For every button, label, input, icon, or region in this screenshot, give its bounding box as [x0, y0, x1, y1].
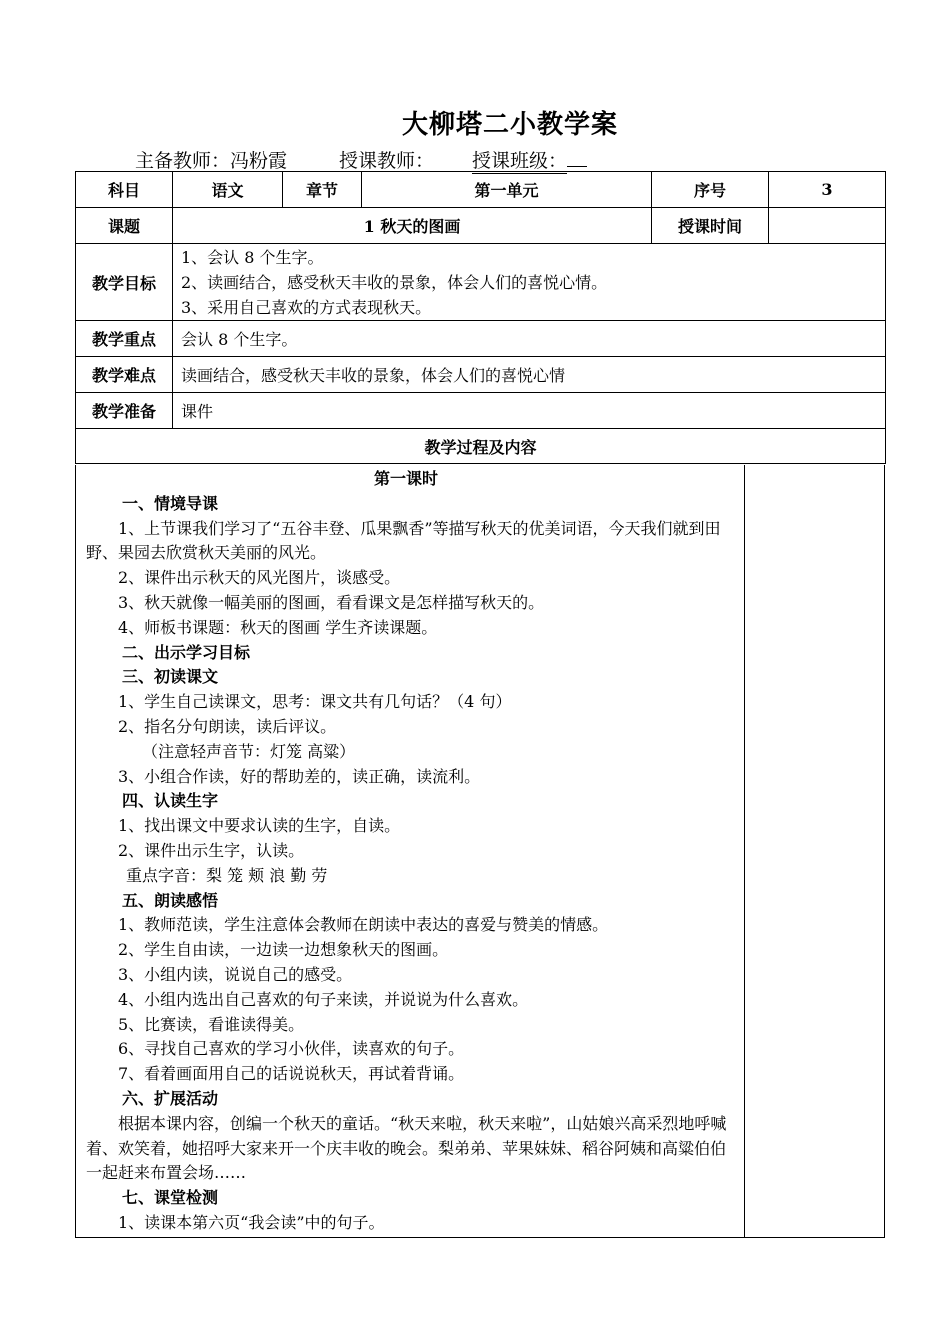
goal-item: 1、会认 8 个生字。: [181, 247, 324, 267]
prep-teacher-label: 主备教师：: [135, 150, 231, 172]
seq-value: 3: [769, 172, 886, 208]
goals-label: 教学目标: [76, 244, 173, 321]
section-heading: 三、初读课文: [122, 667, 219, 687]
section-heading: 一、情境导课: [122, 493, 219, 513]
process-line: 1、上节课我们学习了“五谷丰登、瓜果飘香”等描写秋天的优美词语，今天我们就到田野、果园去欣赏秋天美丽的风光。: [86, 518, 721, 563]
seq-label: 序号: [652, 172, 769, 208]
process-line: 2、课件出示秋天的风光图片，谈感受。: [118, 568, 401, 588]
topic-value: 1 秋天的图画: [173, 208, 652, 244]
process-header: 教学过程及内容: [76, 429, 886, 464]
section-heading: 六、扩展活动: [122, 1088, 219, 1108]
page-title: 大柳塔二小教学案: [401, 110, 618, 140]
process-line: 根据本课内容，创编一个秋天的童话。“秋天来啦，秋天来啦”，山姑娘兴高采烈地呼喊着、欢笑着，她招呼大家来开一个庆丰收的晚会。梨弟弟、苹果妹妹、稻谷阿姨和高粱伯伯一起赶来布置会场……: [86, 1113, 727, 1183]
prep-value: 课件: [173, 393, 886, 429]
teach-class-label: 授课班级：: [472, 146, 567, 174]
process-line: 4、小组内选出自己喜欢的句子来读，并说说为什么喜欢。: [118, 989, 529, 1009]
difficulty-value: 读画结合，感受秋天丰收的景象，体会人们的喜悦心情: [173, 357, 886, 393]
lesson-heading: 第一课时: [373, 469, 438, 488]
goal-item: 2、读画结合，感受秋天丰收的景象，体会人们的喜悦心情。: [181, 272, 608, 292]
time-label: 授课时间: [652, 208, 769, 244]
section-heading: 五、朗读感悟: [122, 890, 219, 910]
difficulty-label: 教学难点: [76, 357, 173, 393]
process-line: 6、寻找自己喜欢的学习小伙伴，读喜欢的句子。: [118, 1039, 465, 1059]
process-column-divider: [744, 465, 745, 1237]
prep-label: 教学准备: [76, 393, 173, 429]
section-heading: 二、出示学习目标: [122, 642, 251, 662]
chapter-label: 章节: [283, 172, 362, 208]
prep-teacher-name: 冯粉霞: [230, 150, 288, 172]
process-content: [86, 467, 736, 1236]
key-label: 教学重点: [76, 321, 173, 357]
process-line: 3、小组合作读，好的帮助差的，读正确，读流利。: [118, 766, 481, 786]
process-line: 1、教师范读，学生注意体会教师在朗读中表达的喜爱与赞美的情感。: [118, 915, 609, 935]
process-line: 4、师板书课题：秋天的图画 学生齐读课题。: [118, 617, 438, 637]
process-line: 重点字音：梨 笼 颊 浪 勤 劳: [126, 865, 328, 885]
lesson-meta-table: [75, 171, 886, 464]
process-line: 5、比赛读，看谁读得美。: [118, 1014, 305, 1034]
subject-value: 语文: [173, 172, 283, 208]
topic-label: 课题: [76, 208, 173, 244]
subject-label: 科目: [76, 172, 173, 208]
key-value: 会认 8 个生字。: [173, 321, 886, 357]
process-line: 1、学生自己读课文，思考：课文共有几句话？（4 句）: [118, 692, 512, 712]
goal-item: 3、采用自己喜欢的方式表现秋天。: [181, 297, 432, 317]
process-line: 2、学生自由读，一边读一边想象秋天的图画。: [118, 940, 449, 960]
process-line: 1、找出课文中要求认读的生字，自读。: [118, 816, 401, 836]
teacher-info-line: [135, 146, 587, 174]
process-line: 3、秋天就像一幅美丽的图画，看看课文是怎样描写秋天的。: [118, 592, 545, 612]
process-line: （注意轻声音节：灯笼 高粱）: [142, 741, 356, 761]
process-line: 3、小组内读，说说自己的感受。: [118, 964, 353, 984]
process-line: 2、指名分句朗读，读后评议。: [118, 716, 337, 736]
process-line: 2、课件出示生字，认读。: [118, 840, 305, 860]
goals-list: [173, 244, 886, 321]
process-line: 7、看着画面用自己的话说说秋天，再试着背诵。: [118, 1064, 465, 1084]
process-section: [75, 465, 885, 1238]
section-heading: 七、课堂检测: [122, 1188, 219, 1208]
section-heading: 四、认读生字: [122, 791, 219, 811]
chapter-value: 第一单元: [362, 172, 652, 208]
time-value: [769, 208, 886, 244]
process-line: 1、读课本第六页“我会读”中的句子。: [118, 1212, 385, 1232]
teach-teacher-label: 授课教师：: [339, 150, 435, 172]
